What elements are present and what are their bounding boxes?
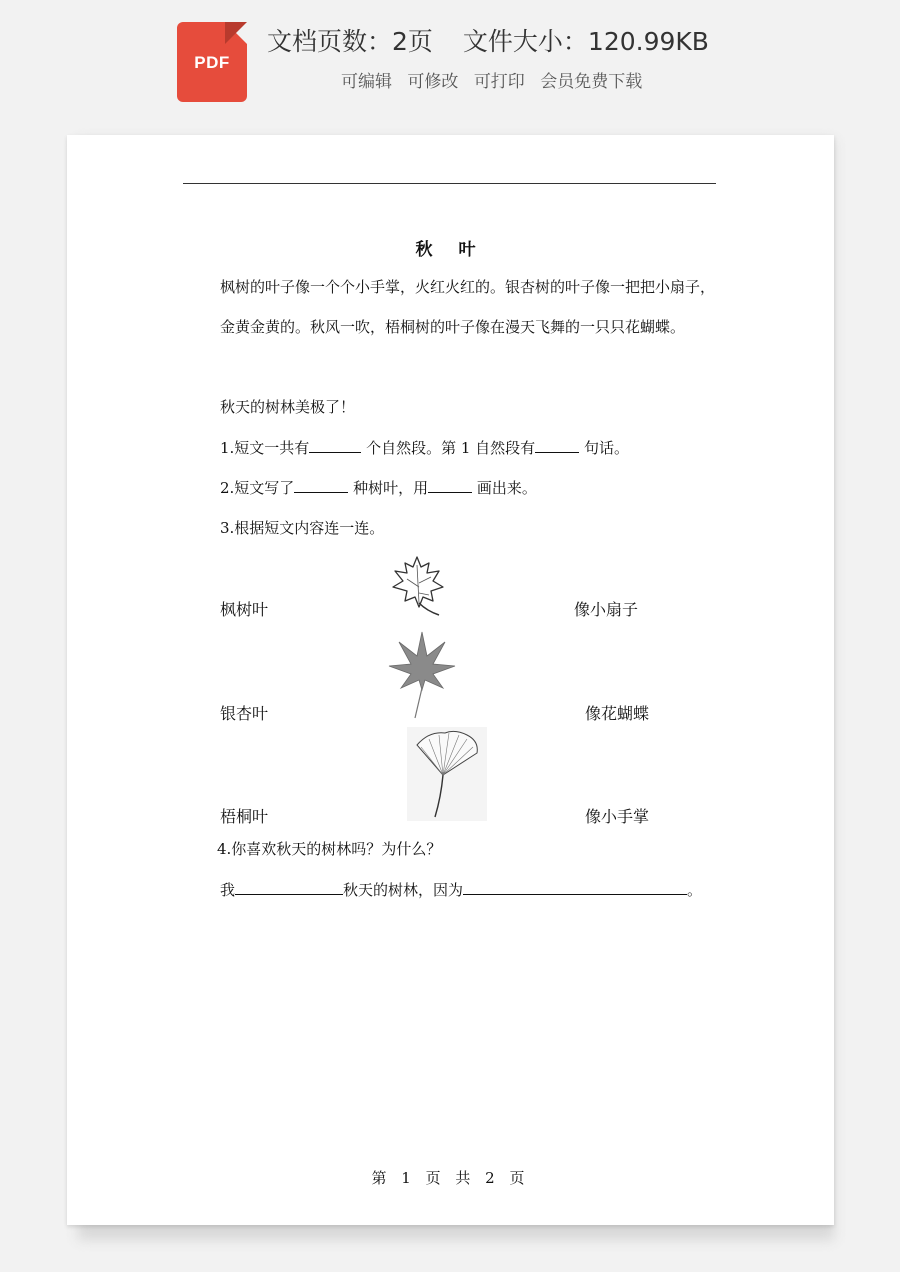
blank-reason[interactable] [463,880,687,895]
paragraph-1: 枫树的叶子像一个个小手掌，火红火红的。银杏树的叶子像一把把小扇子，金黄金黄的。秋风一吹，梧桐树的叶子像在漫天飞舞的一只只花蝴蝶。 [220,278,716,336]
match-left-ginkgo: 银杏叶 [220,704,269,723]
match-left-maple: 枫树叶 [220,600,269,619]
ginkgo-leaf-icon [407,727,487,821]
blank-like[interactable] [235,880,343,895]
match-right-palm: 像小手掌 [585,807,650,826]
doc-actions [341,67,652,92]
blank-paragraph-count[interactable] [309,438,361,453]
maple-outline-leaf-icon [387,553,447,617]
question-2: 2.短文写了 种树叶，用 画出来。 [220,479,537,497]
action-editable: 可编辑 [341,72,392,92]
question-4: 4.你喜欢秋天的树林吗？为什么？ [217,840,442,858]
question-3: 3.根据短文内容连一连。 [220,519,385,537]
action-printable: 可打印 [473,72,525,92]
document-title: 秋 叶 [415,240,486,260]
question-1: 1.短文一共有 个自然段。第 1 自然段有 句话。 [220,439,629,457]
page-count: 文档页数：2页 [267,27,433,56]
blank-leaf-kinds[interactable] [294,478,348,493]
match-left-wutong: 梧桐叶 [220,807,269,826]
match-right-butterfly: 像花蝴蝶 [585,704,650,723]
action-modifiable: 可修改 [407,72,459,92]
page-footer: 第 1 页 共 2 页 [371,1169,530,1187]
doc-stats [267,22,709,58]
header-rule [183,183,716,184]
answer-line: 我 秋天的树林，因为 。 [220,881,703,899]
maple-gray-leaf-icon [387,630,457,720]
blank-sentence-count[interactable] [535,438,579,453]
match-right-fan: 像小扇子 [574,600,639,619]
file-size: 文件大小：120.99KB [462,27,709,56]
pdf-badge-label: PDF [194,53,230,72]
pdf-file-icon [177,22,247,102]
paragraph-2: 秋天的树林美极了！ [220,398,356,416]
blank-marker[interactable] [428,478,472,493]
action-member-download[interactable]: 会员免费下载 [540,72,643,92]
document-page [67,135,834,1225]
